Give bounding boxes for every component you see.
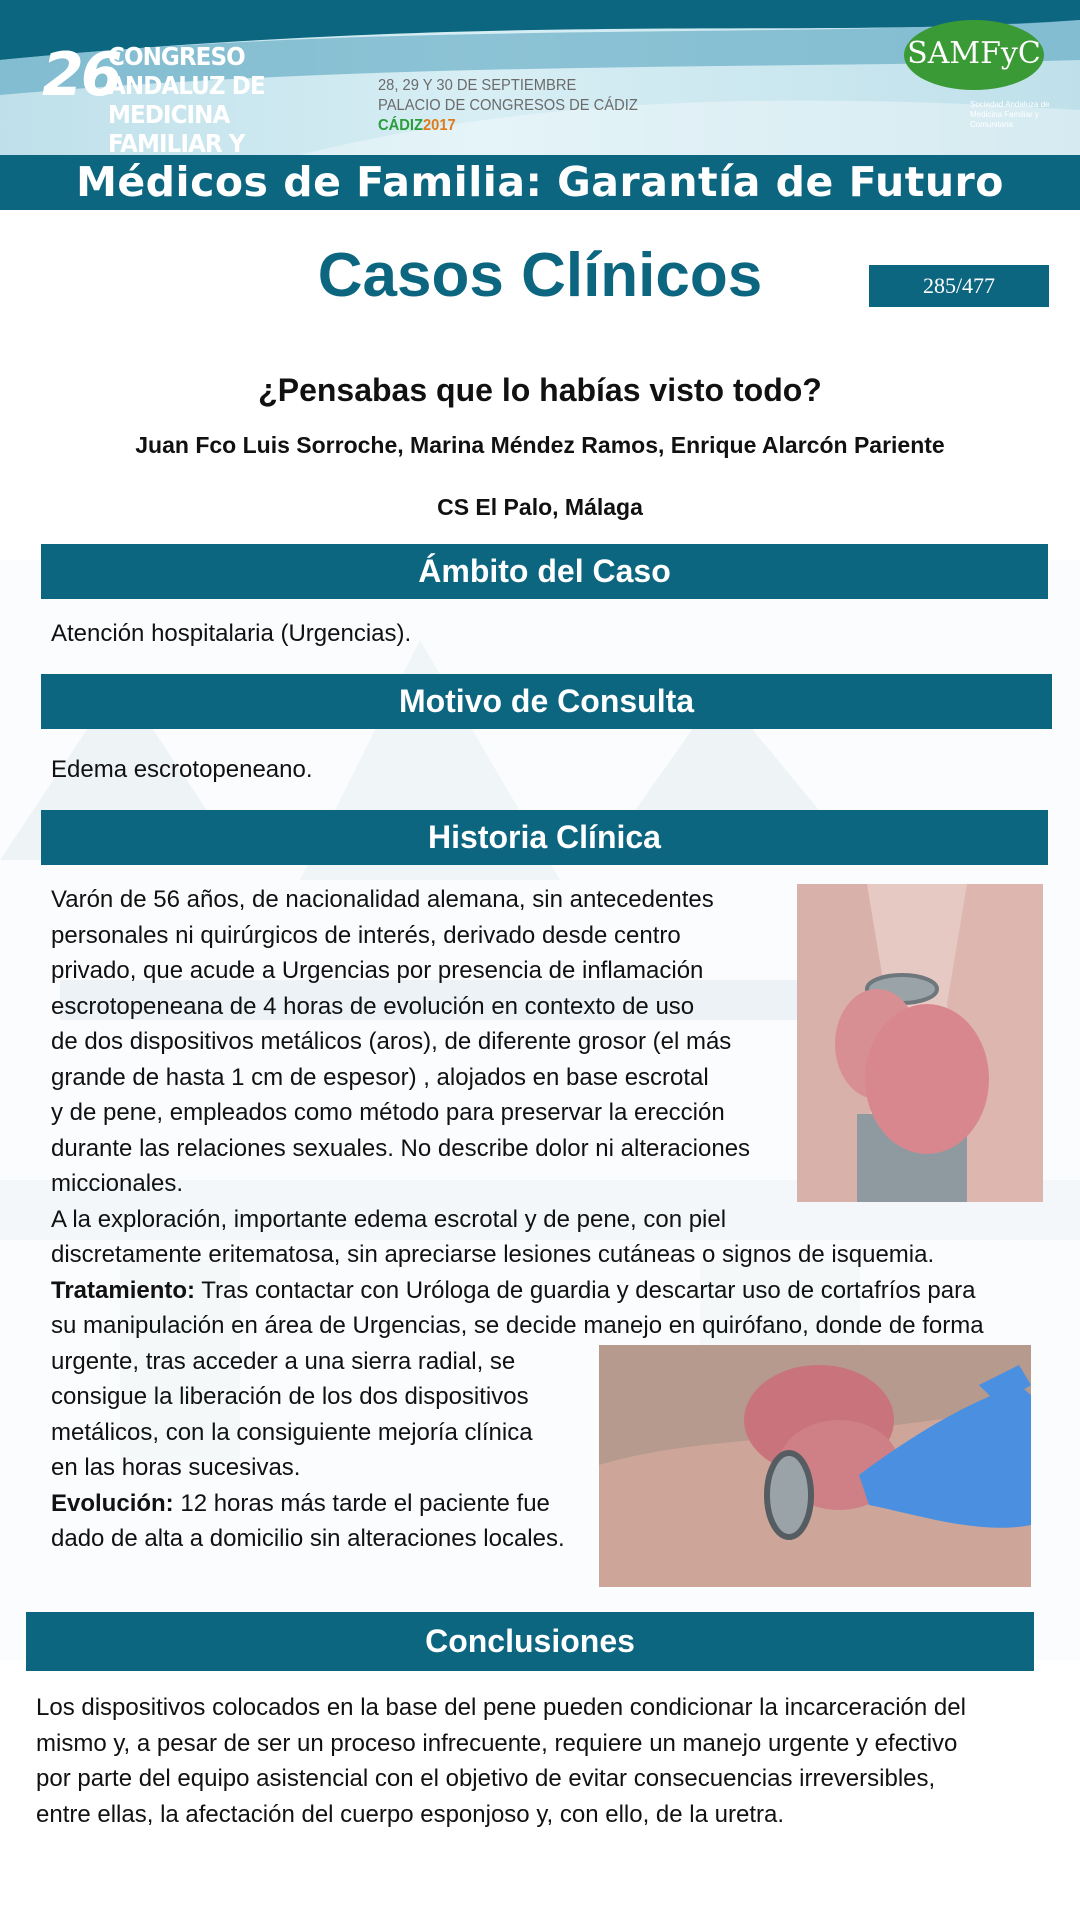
tratamiento-line: consigue la liberación de los dos dispositivos [51,1383,529,1410]
historia-line: durante las relaciones sexuales. No describe dolor ni alteraciones [51,1134,751,1162]
section-header-historia: Historia Clínica [41,810,1048,865]
congress-number: 26 [42,40,120,110]
historia-line: grande de hasta 1 cm de espesor) , alojados en base escrotal [51,1063,709,1091]
authors: Juan Fco Luis Sorroche, Marina Méndez Ramos, Enrique Alarcón Pariente [135,432,945,458]
clinical-photo-2 [599,1345,1031,1587]
historia-line: de dos dispositivos metálicos (aros), de diferente grosor (el más [51,1028,732,1055]
reference-badge: 285/477 [869,265,1049,307]
section-header-ambito: Ámbito del Caso [41,544,1048,599]
evolucion-label: Evolución: [51,1489,174,1517]
samfyc-logo-subtitle: Sociedad Andaluza de Medicina Familiar y Comunitaria [970,100,1050,129]
evolucion-line: Evolución: 12 horas más tarde el paciente fue [51,1489,550,1517]
tratamiento-line: en las horas sucesivas. [51,1454,301,1481]
affiliation: CS El Palo, Málaga [437,494,643,520]
samfyc-logo-text: SAMFyC [907,36,1041,71]
samfyc-logo [904,20,1044,90]
historia-line: miccionales. [51,1170,184,1197]
congress-city: CÁDIZ2017 [378,117,456,134]
historia-line: A la exploración, importante edema escrotal y de pene, con piel [51,1205,727,1233]
historia-line: Varón de 56 años, de nacionalidad alemana, sin antecedentes [51,886,714,913]
tratamiento-line: urgente, tras acceder a una sierra radial, se [51,1347,516,1375]
congress-dates: 28, 29 Y 30 DE SEPTIEMBRE [378,77,577,94]
congress-info [378,76,638,136]
tratamiento-line: su manipulación en área de Urgencias, se decide manejo en quirófano, donde de forma [51,1312,984,1339]
conclusiones-line: entre ellas, la afectación del cuerpo esponjoso y, con ello, de la uretra. [36,1800,785,1828]
congress-venue: PALACIO DE CONGRESOS DE CÁDIZ [378,97,638,114]
conclusiones-line: mismo y, a pesar de ser un proceso infrecuente, requiere un manejo urgente y efectivo [36,1729,958,1757]
historia-line: personales ni quirúrgicos de interés, derivado desde centro [51,921,681,949]
historia-line: escrotopeneana de 4 horas de evolución en contexto de uso [51,992,695,1020]
tratamiento-label: Tratamiento: [51,1276,196,1304]
congress-title: CONGRESO ANDALUZ DE MEDICINA FAMILIAR Y [108,42,265,155]
clinical-photo-1-illustration [797,884,1043,1202]
congress-motto: Médicos de Familia: Garantía de Futuro [0,155,1080,210]
clinical-photo-1 [797,884,1043,1202]
tratamiento-line: Tratamiento: Tras contactar con Uróloga de guardia y descartar uso de cortafríos para [51,1276,976,1304]
section-header-conclusiones: Conclusiones [26,1612,1034,1671]
motivo-text: Edema escrotopeneano. [51,756,313,783]
tratamiento-line: metálicos, con la consiguiente mejoría clínica [51,1418,533,1446]
case-title: ¿Pensabas que lo habías visto todo? [258,372,822,408]
clinical-photo-2-illustration [599,1345,1031,1587]
section-header-motivo: Motivo de Consulta [41,674,1052,729]
historia-line: discretamente eritematosa, sin apreciarse lesiones cutáneas o signos de isquemia. [51,1241,935,1268]
poster-main-title: Casos Clínicos [317,241,763,310]
ambito-text: Atención hospitalaria (Urgencias). [51,620,412,647]
conclusiones-text [36,1690,1056,1832]
historia-line: y de pene, empleados como método para preservar la erección [51,1099,725,1126]
conclusiones-line: por parte del equipo asistencial con el objetivo de evitar consecuencias irreversibles, [36,1765,936,1792]
congress-header [0,0,1080,155]
historia-line: privado, que acude a Urgencias por presencia de inflamación [51,957,704,984]
evolucion-line: dado de alta a domicilio sin alteraciones locales. [51,1525,565,1552]
conclusiones-line: Los dispositivos colocados en la base del pene pueden condicionar la incarceración del [36,1694,966,1721]
